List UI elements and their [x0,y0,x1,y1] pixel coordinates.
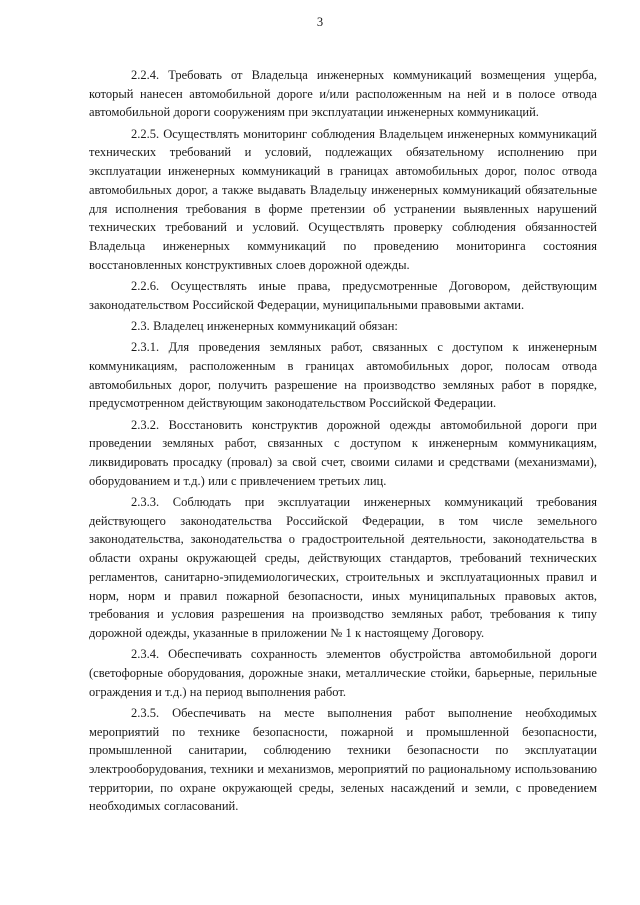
clause-2-2-5: 2.2.5. Осуществлять мониторинг соблюдения Владельцем инженерных коммуникаций технических требований и условий, подлежащих обязательному исполнению при эксплуатации инженерных коммуникаций в границах автомобильных дорог, полос отвода автомобильных дорог, а также выдавать Владельцу инженерных коммуникаций обязательные для исполнения требования в форме претензии об устранении выявленных нарушений технических требований и условий. Осуществлять проверку соблюдения обязанностей Владельца инженерных коммуникаций по проведению мониторинга состояния восстановленных конструктивных слоев дорожной одежды. [89,126,597,272]
clause-2-3-heading: 2.3. Владелец инженерных коммуникаций обязан: [131,318,398,333]
clause-2-2-4: 2.2.4. Требовать от Владельца инженерных коммуникаций возмещения ущерба, который нанесен автомобильной дороге и/или расположенным на ней и в полосе отвода автомобильной дороги сооружениям при эксплуатации инженерных коммуникаций. [89,68,597,120]
clause-2-2-6: 2.2.6. Осуществлять иные права, предусмотренные Договором, действующим законодательством Российской Федерации, муниципальными правовыми актами. [89,278,597,312]
clause-2-3-2: 2.3.2. Восстановить конструктив дорожной одежды автомобильной дороги при проведении земляных работ, связанных с доступом к инженерным коммуникациям, ликвидировать просадку (провал) за свой счет, своими силами и средствами (механизмами), оборудованием и т.д.) или с привлечением третьих лиц. [89,417,597,488]
clause-2-3-5: 2.3.5. Обеспечивать на месте выполнения работ выполнение необходимых мероприятий по технике безопасности, пожарной и промышленной безопасности, промышленной санитарии, соблюдению техники безопасности по эксплуатации электрооборудования, техники и механизмов, мероприятий по рациональному использованию территории, по охране окружающей среды, зеленых насаждений и земли, с проведением необходимых согласований. [89,705,597,814]
clause-2-3-1: 2.3.1. Для проведения земляных работ, связанных с доступом к инженерным коммуникациям, расположенным в границах автомобильных дорог, полосам отвода автомобильных дорог, получить разрешение на производство земляных работ в порядке, предусмотренном действующим законодательством Российской Федерации. [89,340,597,411]
document-body [89,66,597,819]
page-number: 3 [316,15,324,29]
clause-2-3-3: 2.3.3. Соблюдать при эксплуатации инженерных коммуникаций требования действующего законодательства Российской Федерации, в том числе земельного законодательства, законодательства о градостроительной деятельности, законодательства в области охраны окружающей среды, действующих стандартов, требований технических регламентов, санитарно-эпидемиологических, строительных и эксплуатационных правил и норм, норм и правил пожарной безопасности, иных муниципальных правовых актов, требования и условия разрешения на производство земляных работ, требования к типу дорожной одежды, указанные в приложении № 1 к настоящему Договору. [89,495,597,640]
clause-2-3-4: 2.3.4. Обеспечивать сохранность элементов обустройства автомобильной дороги (светофорные оборудования, дорожные знаки, металлические стойки, барьерные, перильные ограждения и т.д.) на период выполнения работ. [89,647,597,699]
